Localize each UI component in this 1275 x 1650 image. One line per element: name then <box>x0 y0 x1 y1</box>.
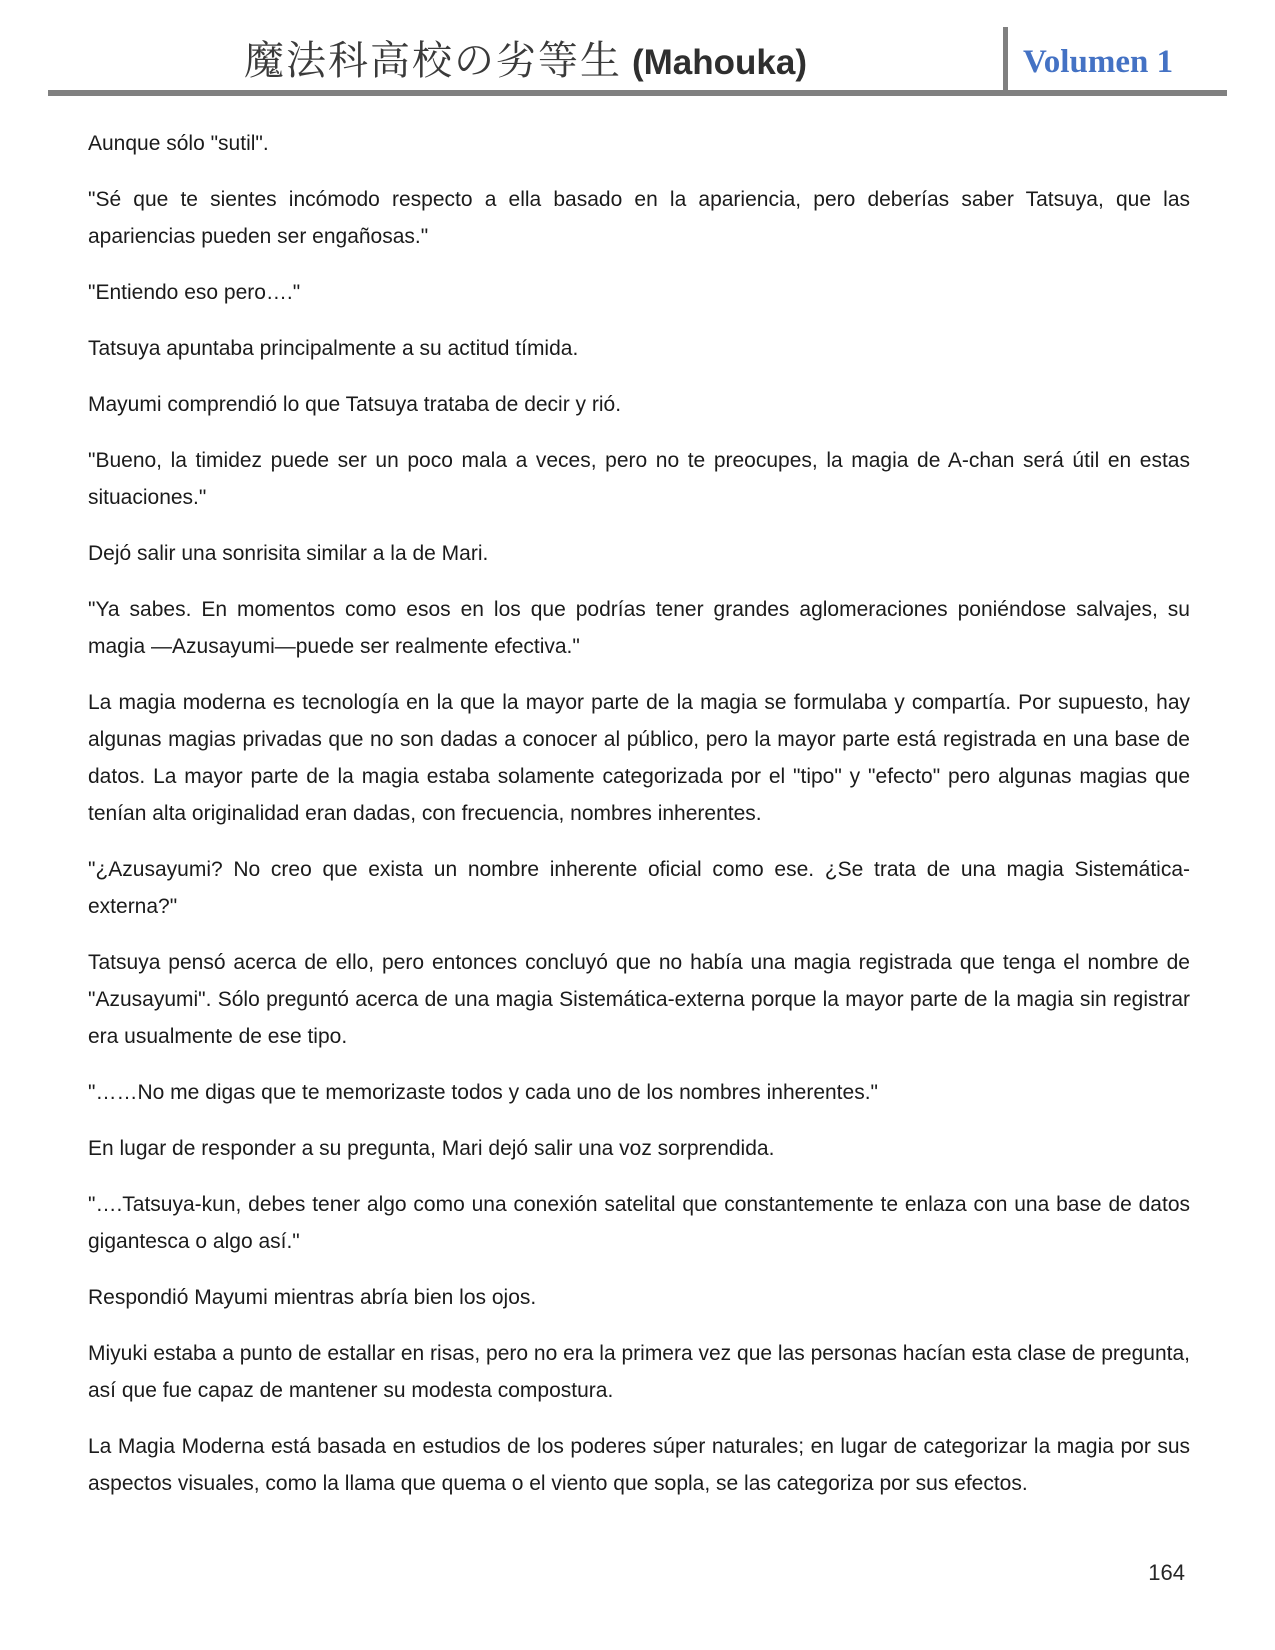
paragraph: Tatsuya pensó acerca de ello, pero entonces concluyó que no había una magia registrada que tenga el nombre de "Azusayumi". Sólo preguntó acerca de una magia Sistemática-externa porque la mayor parte de la magia sin registrar era usualmente de ese tipo. <box>88 951 1190 1048</box>
paragraph: "….Tatsuya-kun, debes tener algo como una conexión satelital que constantemente te enlaza con una base de datos gigantesca o algo así." <box>88 1193 1190 1253</box>
paragraph: "Entiendo eso pero…." <box>88 281 301 304</box>
paragraph: "Ya sabes. En momentos como esos en los que podrías tener grandes aglomeraciones poniéndose salvajes, su magia —Azusayumi—puede ser realmente efectiva." <box>88 598 1190 658</box>
paragraph: Respondió Mayumi mientras abría bien los ojos. <box>88 1286 537 1309</box>
header-volume-cell <box>1008 0 1227 90</box>
paragraph: "Bueno, la timidez puede ser un poco mala a veces, pero no te preocupes, la magia de A-chan será útil en estas situaciones." <box>88 449 1190 509</box>
volume-label: Volumen 1 <box>1023 44 1174 80</box>
document-title <box>244 29 807 86</box>
paragraph: Miyuki estaba a punto de estallar en risas, pero no era la primera vez que las personas hacían esta clase de pregunta, así que fue capaz de mantener su modesta compostura. <box>88 1342 1190 1402</box>
document-title-romaji: (Mahouka) <box>632 43 807 82</box>
paragraph: Dejó salir una sonrisita similar a la de Mari. <box>88 542 489 565</box>
paragraph: Aunque sólo "sutil". <box>88 132 269 155</box>
paragraph: La Magia Moderna está basada en estudios de los poderes súper naturales; en lugar de categorizar la magia por sus aspectos visuales, como la llama que quema o el viento que sopla, se las categoriza por sus efectos. <box>88 1435 1190 1495</box>
paragraph: "Sé que te sientes incómodo respecto a ella basado en la apariencia, pero deberías saber Tatsuya, que las apariencias pueden ser engañosas." <box>88 188 1190 248</box>
header-rule <box>48 90 1227 96</box>
page-body <box>88 125 1190 1502</box>
document-title-japanese: 魔法科高校の劣等生 <box>244 38 622 83</box>
paragraph: En lugar de responder a su pregunta, Mari dejó salir una voz sorprendida. <box>88 1137 775 1160</box>
header-title-cell <box>48 0 1003 90</box>
paragraph: Tatsuya apuntaba principalmente a su actitud tímida. <box>88 337 579 360</box>
paragraph: "……No me digas que te memorizaste todos y cada uno de los nombres inherentes." <box>88 1081 878 1104</box>
page-number: 164 <box>1148 1560 1185 1585</box>
page-header <box>0 0 1275 90</box>
paragraph: La magia moderna es tecnología en la que la mayor parte de la magia se formulaba y compartía. Por supuesto, hay algunas magias privadas que no son dadas a conocer al público, pero la mayor parte está registrada en una base de datos. La mayor parte de la magia estaba solamente categorizada por el "tipo" y "efecto" pero algunas magias que tenían alta originalidad eran dadas, con frecuencia, nombres inherentes. <box>88 691 1190 825</box>
paragraph: Mayumi comprendió lo que Tatsuya trataba de decir y rió. <box>88 393 622 416</box>
paragraph: "¿Azusayumi? No creo que exista un nombre inherente oficial como ese. ¿Se trata de una magia Sistemática-externa?" <box>88 858 1190 918</box>
